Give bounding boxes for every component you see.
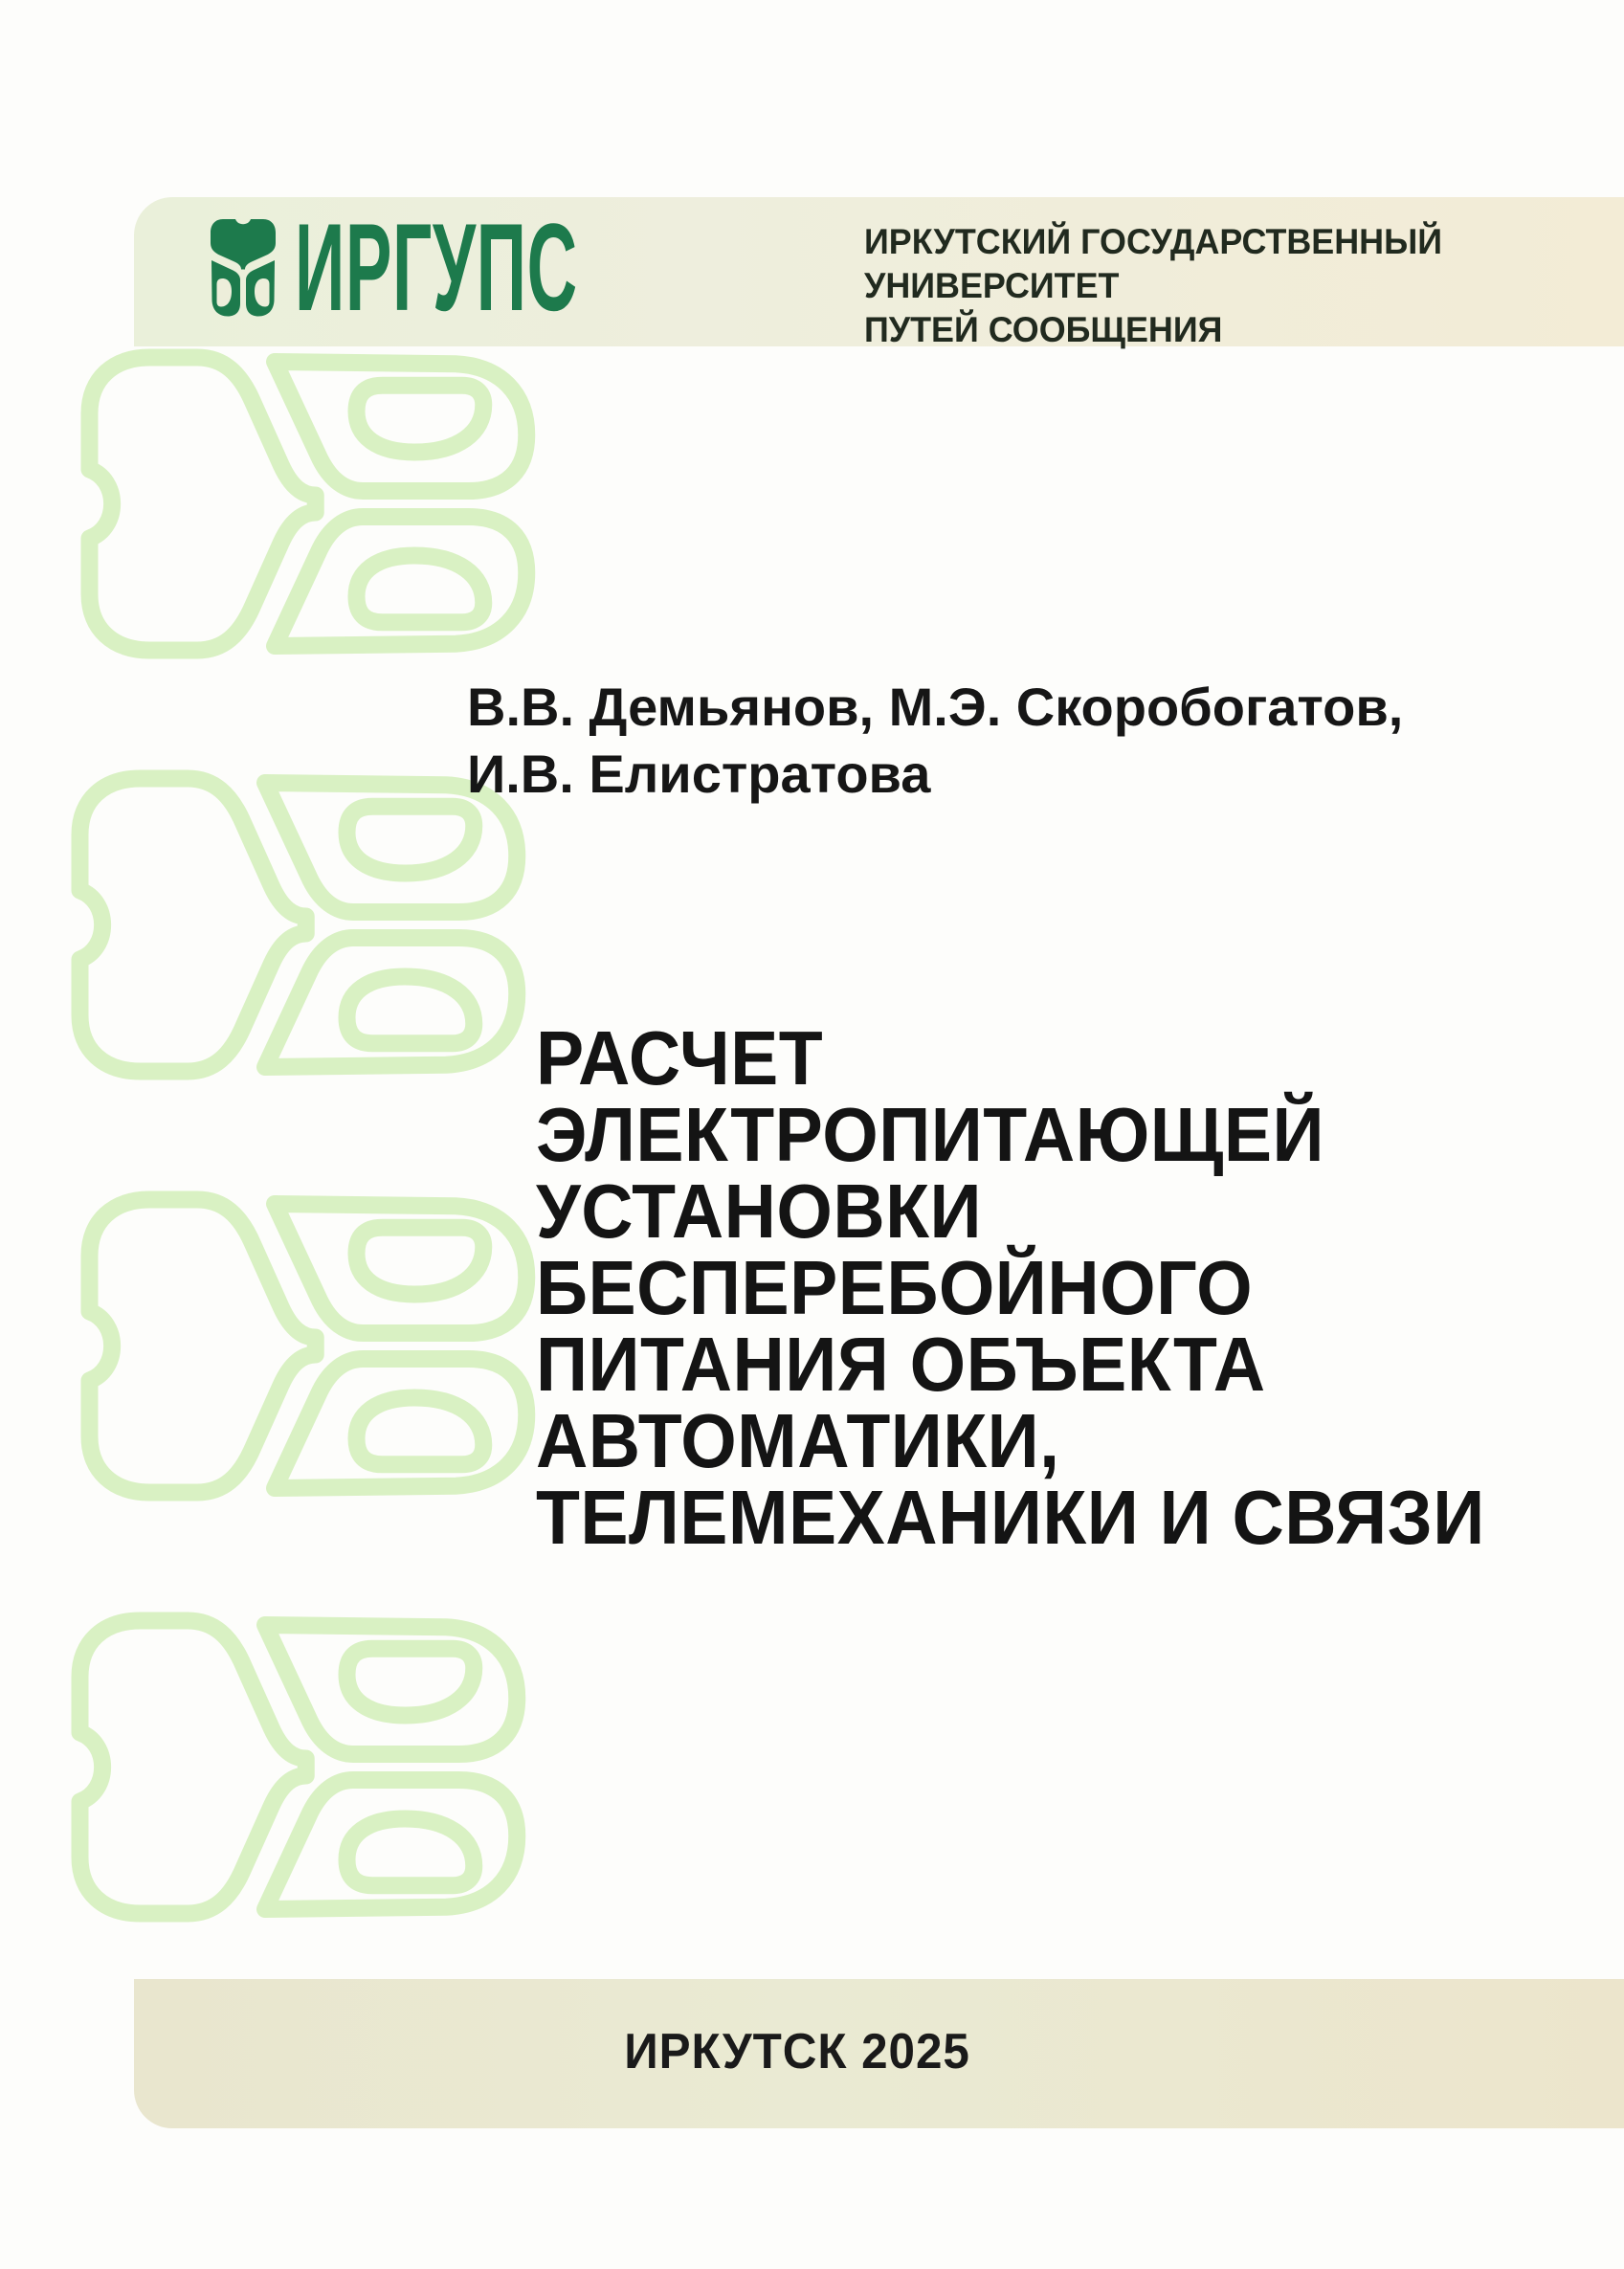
brand-abbreviation: ИРГУПС [295,197,578,337]
book-title-line: АВТОМАТИКИ, [536,1398,1060,1483]
university-name-line: УНИВЕРСИТЕТ [864,266,1120,305]
book-title-line: БЕСПЕРЕБОЙНОГО [536,1245,1254,1330]
header-band [134,197,1624,349]
university-name [864,220,1442,352]
university-name-line: ИРКУТСКИЙ ГОСУДАРСТВЕННЫЙ [864,222,1443,261]
logo-chain-pattern [67,335,545,1962]
book-title-line: РАСЧЕТ [536,1015,824,1101]
book-title-line: ЭЛЕКТРОПИТАЮЩЕЙ [536,1092,1324,1177]
imprint-city-year: ИРКУТСК 2025 [624,2024,970,2080]
book-title-line: ПИТАНИЯ ОБЪЕКТА [536,1322,1266,1407]
footer-band [134,1979,1624,2128]
book-title [536,1015,1546,1560]
authors [467,674,1403,808]
book-title-line: ТЕЛЕМЕХАНИКИ И СВЯЗИ [536,1475,1485,1560]
authors-line: И.В. Елистратова [467,744,931,804]
university-name-line: ПУТЕЙ СООБЩЕНИЯ [864,310,1223,349]
irgups-logo-icon [208,216,278,318]
book-title-line: УСТАНОВКИ [536,1168,983,1254]
authors-line: В.В. Демьянов, М.Э. Скоробогатов, [467,677,1404,737]
